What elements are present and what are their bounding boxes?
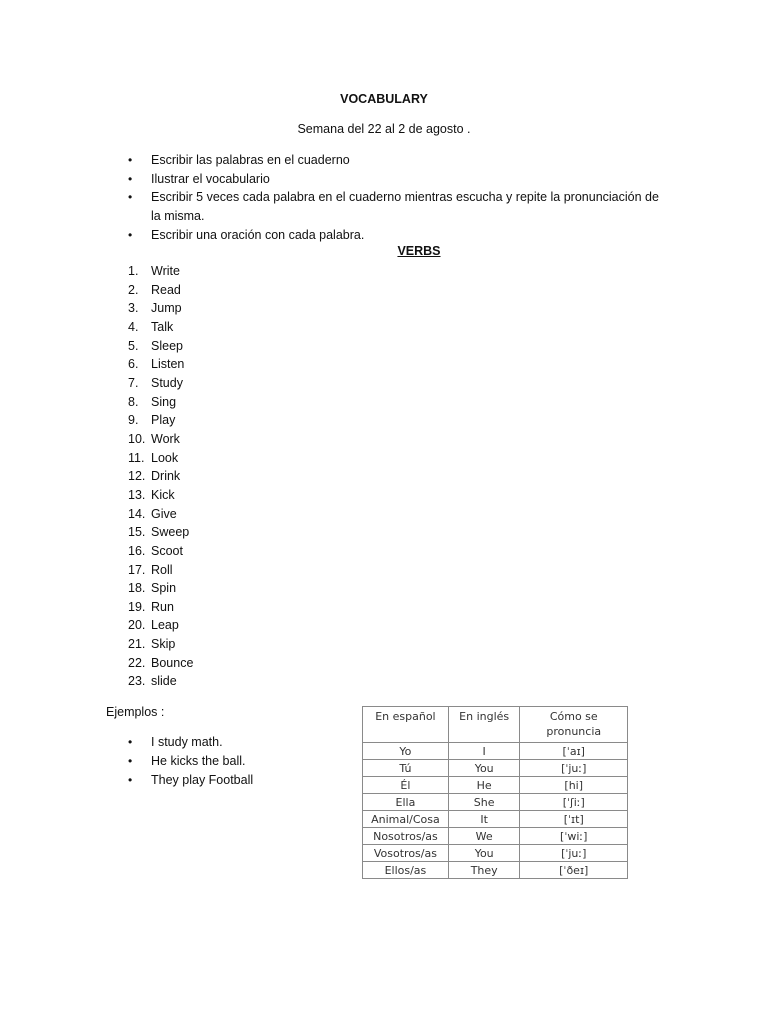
verb-item bbox=[128, 672, 193, 691]
pronoun-table bbox=[362, 706, 628, 879]
verb-word: Study bbox=[151, 375, 183, 390]
verb-word: Bounce bbox=[151, 655, 194, 670]
cell-spanish: Ella bbox=[363, 794, 449, 811]
table-row bbox=[363, 845, 628, 862]
verb-word: Talk bbox=[151, 319, 174, 334]
verb-word: Skip bbox=[151, 637, 176, 652]
verb-number: 19. bbox=[128, 599, 146, 614]
verb-item bbox=[128, 281, 193, 300]
verb-number: 22. bbox=[128, 655, 146, 670]
verb-number: 16. bbox=[128, 543, 146, 558]
verb-word: Play bbox=[151, 413, 176, 428]
cell-english: You bbox=[448, 760, 520, 777]
instructions-list bbox=[128, 151, 668, 245]
verb-number: 14. bbox=[128, 506, 146, 521]
verb-word: Kick bbox=[151, 487, 175, 502]
example-text: He kicks the ball. bbox=[151, 754, 246, 768]
cell-pronunciation: [ˈaɪ] bbox=[520, 743, 628, 760]
cell-english: He bbox=[448, 777, 520, 794]
verb-word: Sing bbox=[151, 394, 177, 409]
table-header-row bbox=[363, 707, 628, 743]
example-text: I study math. bbox=[151, 735, 223, 749]
cell-english: It bbox=[448, 811, 520, 828]
verb-word: Give bbox=[151, 506, 177, 521]
verb-word: Write bbox=[151, 264, 180, 278]
document-subtitle: Semana del 22 al 2 de agosto . bbox=[297, 122, 471, 136]
bullet-icon: • bbox=[128, 735, 133, 749]
verb-number: 4. bbox=[128, 319, 139, 334]
verb-word: Work bbox=[151, 431, 180, 446]
column-header-english: En inglés bbox=[448, 707, 520, 743]
cell-english: You bbox=[448, 845, 520, 862]
verb-word: Read bbox=[151, 282, 181, 297]
verb-item bbox=[128, 355, 193, 374]
verb-number: 6. bbox=[128, 357, 139, 372]
example-text: They play Football bbox=[151, 773, 254, 787]
verb-item bbox=[128, 561, 193, 580]
bullet-icon: • bbox=[128, 773, 133, 787]
examples-heading: Ejemplos : bbox=[106, 705, 165, 719]
verb-word: Jump bbox=[151, 301, 182, 316]
verb-word: Run bbox=[151, 599, 174, 614]
verb-item bbox=[128, 430, 193, 449]
table-row bbox=[363, 828, 628, 845]
verb-number: 11. bbox=[128, 450, 145, 465]
verb-word: slide bbox=[151, 674, 177, 689]
instruction-text: Ilustrar el vocabulario bbox=[151, 171, 270, 186]
verb-word: Sleep bbox=[151, 338, 183, 353]
verb-number: 21. bbox=[128, 637, 146, 652]
verb-word: Listen bbox=[151, 357, 185, 372]
verb-number: 5. bbox=[128, 338, 139, 353]
cell-spanish: Tú bbox=[363, 760, 449, 777]
instruction-text: Escribir una oración con cada palabra. bbox=[151, 227, 365, 242]
bullet-icon: • bbox=[128, 171, 133, 186]
verb-item bbox=[128, 393, 193, 412]
cell-pronunciation: [ˈjuː] bbox=[520, 845, 628, 862]
verb-item bbox=[128, 318, 193, 337]
verb-item bbox=[128, 654, 193, 673]
verb-item bbox=[128, 299, 193, 318]
verb-item bbox=[128, 616, 193, 635]
cell-spanish: Vosotros/as bbox=[363, 845, 449, 862]
table-row bbox=[363, 811, 628, 828]
cell-english: She bbox=[448, 794, 520, 811]
verb-item bbox=[128, 635, 193, 654]
verb-number: 8. bbox=[128, 394, 139, 409]
verb-item bbox=[128, 542, 193, 561]
verb-item bbox=[128, 337, 193, 356]
verb-number: 20. bbox=[128, 618, 146, 633]
bullet-icon: • bbox=[128, 153, 133, 167]
verb-number: 10. bbox=[128, 431, 146, 446]
cell-pronunciation: [ˈjuː] bbox=[520, 760, 628, 777]
verb-word: Drink bbox=[151, 469, 181, 484]
verb-number: 1. bbox=[128, 264, 139, 278]
cell-english: They bbox=[448, 862, 520, 879]
instruction-item bbox=[128, 226, 668, 245]
verb-number: 17. bbox=[128, 562, 146, 577]
verb-item bbox=[128, 449, 193, 468]
table-row bbox=[363, 862, 628, 879]
verb-number: 2. bbox=[128, 282, 139, 297]
verb-number: 23. bbox=[128, 674, 146, 689]
verbs-heading: VERBS bbox=[397, 244, 441, 258]
table-row bbox=[363, 794, 628, 811]
instruction-item bbox=[128, 170, 668, 189]
examples-list bbox=[128, 733, 253, 790]
cell-pronunciation: [hi] bbox=[520, 777, 628, 794]
example-item bbox=[128, 733, 253, 752]
verb-word: Scoot bbox=[151, 543, 183, 558]
instruction-item bbox=[128, 188, 668, 225]
verb-number: 18. bbox=[128, 581, 146, 596]
verb-item bbox=[128, 374, 193, 393]
verb-number: 13. bbox=[128, 487, 146, 502]
document-title: VOCABULARY bbox=[340, 92, 428, 106]
cell-spanish: Ellos/as bbox=[363, 862, 449, 879]
instruction-item bbox=[128, 151, 668, 170]
cell-spanish: Él bbox=[363, 777, 449, 794]
verb-item bbox=[128, 598, 193, 617]
verb-number: 15. bbox=[128, 525, 146, 540]
instruction-text: Escribir 5 veces cada palabra en el cuaderno mientras escucha y repite la pronunciación de la misma. bbox=[151, 190, 659, 224]
verbs-list bbox=[128, 262, 193, 691]
verb-item bbox=[128, 262, 193, 281]
verb-item bbox=[128, 579, 193, 598]
cell-spanish: Yo bbox=[363, 743, 449, 760]
cell-spanish: Nosotros/as bbox=[363, 828, 449, 845]
table-row bbox=[363, 743, 628, 760]
bullet-icon: • bbox=[128, 754, 133, 768]
example-item bbox=[128, 771, 253, 790]
verb-item bbox=[128, 467, 193, 486]
verb-word: Spin bbox=[151, 581, 177, 596]
cell-english: I bbox=[448, 743, 520, 760]
table-row bbox=[363, 777, 628, 794]
cell-english: We bbox=[448, 828, 520, 845]
verb-item bbox=[128, 411, 193, 430]
verb-word: Leap bbox=[151, 618, 179, 633]
verb-number: 9. bbox=[128, 413, 139, 428]
verb-word: Look bbox=[151, 450, 179, 465]
cell-pronunciation: [ˈɪt] bbox=[520, 811, 628, 828]
bullet-icon: • bbox=[128, 190, 133, 205]
verb-word: Roll bbox=[151, 562, 173, 577]
verb-word: Sweep bbox=[151, 525, 190, 540]
pronoun-table-image bbox=[362, 706, 628, 876]
example-item bbox=[128, 752, 253, 771]
column-header-pronunciation: Cómo se pronuncia bbox=[520, 707, 628, 743]
verb-item bbox=[128, 486, 193, 505]
instruction-text: Escribir las palabras en el cuaderno bbox=[151, 153, 350, 167]
table-row bbox=[363, 760, 628, 777]
column-header-spanish: En español bbox=[363, 707, 449, 743]
cell-pronunciation: [ˈʃiː] bbox=[520, 794, 628, 811]
verb-item bbox=[128, 505, 193, 524]
verb-item bbox=[128, 523, 193, 542]
cell-pronunciation: [ˈðeɪ] bbox=[520, 862, 628, 879]
cell-spanish: Animal/Cosa bbox=[363, 811, 449, 828]
verb-number: 7. bbox=[128, 375, 139, 390]
cell-pronunciation: [ˈwiː] bbox=[520, 828, 628, 845]
bullet-icon: • bbox=[128, 227, 133, 242]
verb-number: 12. bbox=[128, 469, 146, 484]
verb-number: 3. bbox=[128, 301, 139, 316]
